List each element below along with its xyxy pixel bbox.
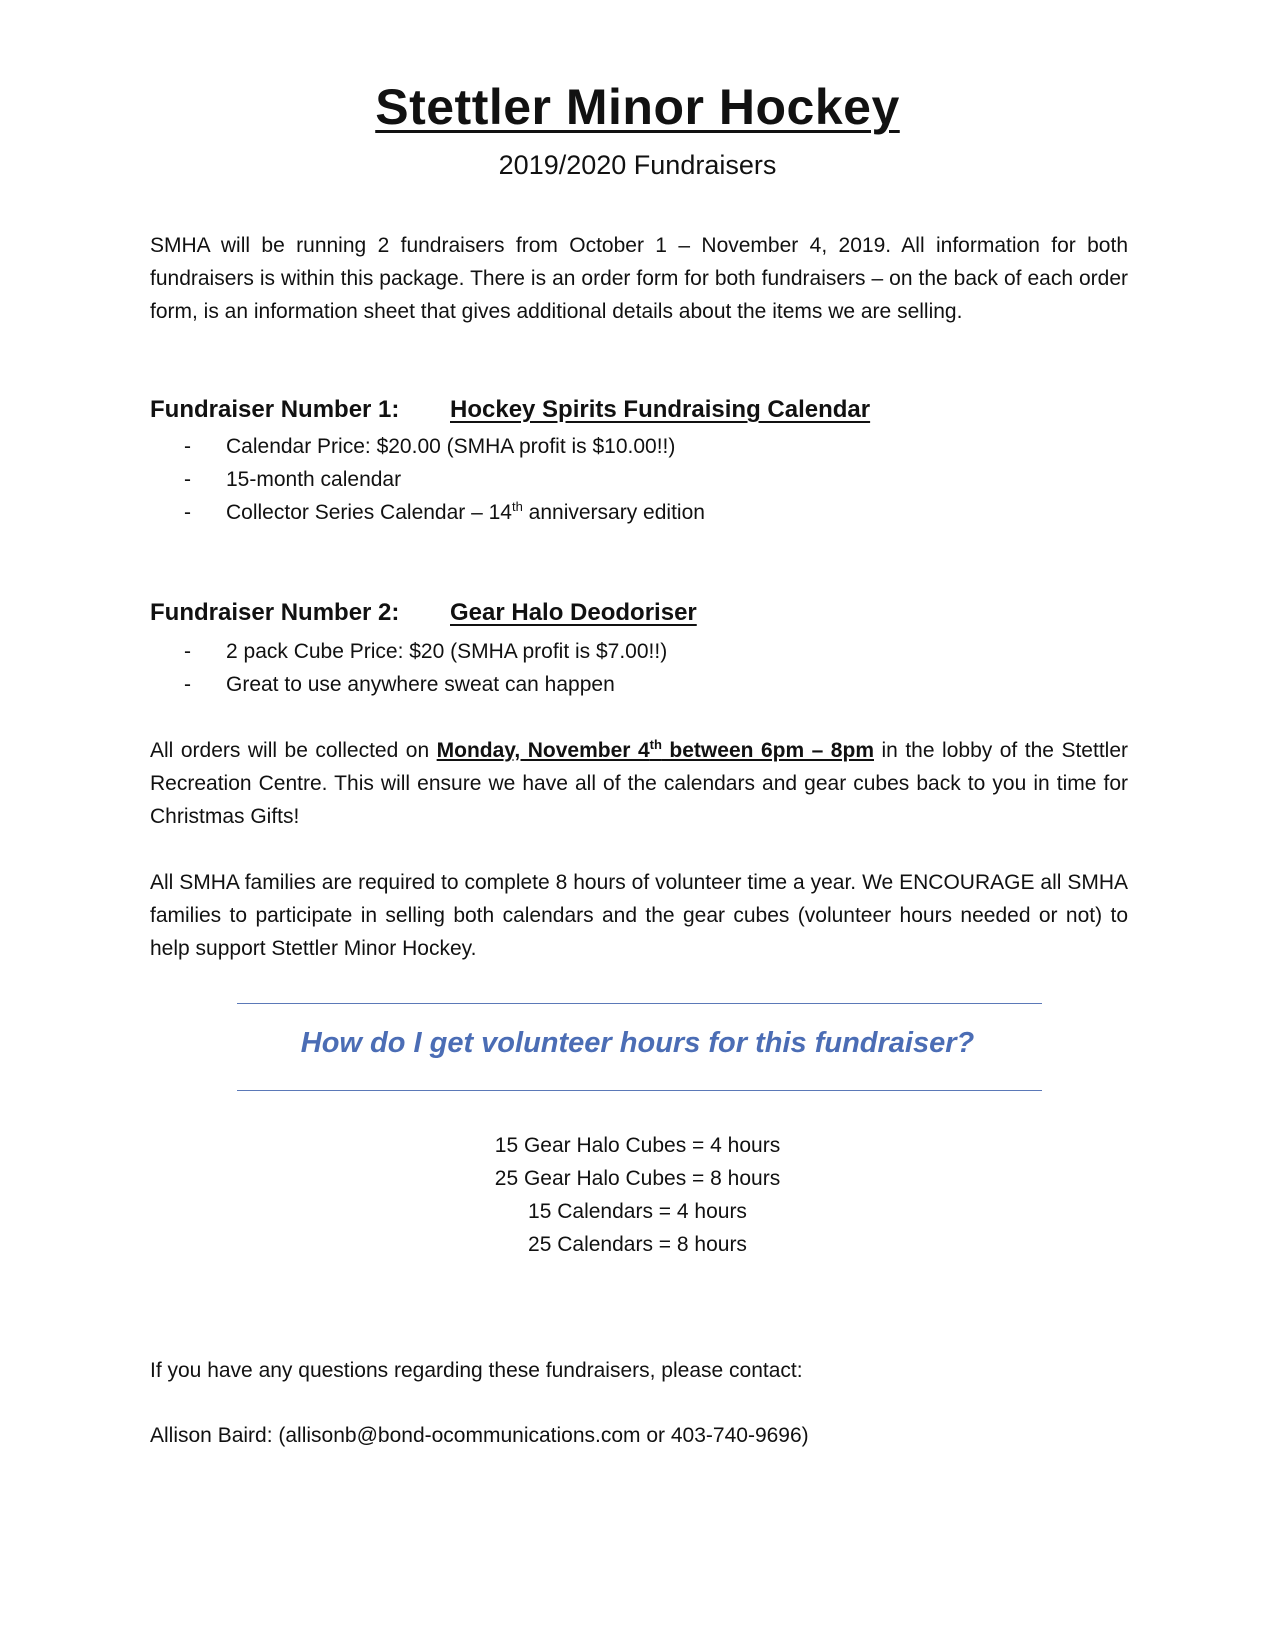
volunteer-hours-list (0, 1129, 1275, 1261)
superscript: th (511, 499, 523, 514)
list-item-text: Great to use anywhere sweat can happen (226, 673, 615, 696)
collection-paragraph (150, 734, 1128, 833)
collection-time-text: between 6pm – 8pm (661, 739, 874, 762)
list-item-text: 15-month calendar (226, 468, 402, 491)
fundraiser-2-heading (150, 599, 697, 627)
callout-rule-bottom (237, 1090, 1042, 1091)
fundraiser-2-list (184, 635, 667, 701)
intro-paragraph: SMHA will be running 2 fundraisers from October 1 – November 4, 2019. All information for both fundraisers is within this package. There is an order form for both fundraisers – on the back of each order form, is an information sheet that gives additional details about the items we are selling. (150, 234, 1128, 323)
document-subtitle: 2019/2020 Fundraisers (498, 150, 777, 180)
hours-line: 25 Calendars = 8 hours (528, 1233, 747, 1256)
superscript: th (649, 737, 662, 752)
list-item (184, 463, 705, 496)
list-item (184, 430, 705, 463)
volunteer-paragraph: All SMHA families are required to complete 8 hours of volunteer time a year. We ENCOURAGE all SMHA families to participate in selling both calendars and the gear cubes (volunteer hours needed or not) to help support Stettler Minor Hockey. (150, 871, 1128, 960)
callout-heading: How do I get volunteer hours for this fundraiser? (300, 1027, 975, 1059)
fundraiser-1-name: Hockey Spirits Fundraising Calendar (450, 396, 871, 423)
collection-date (437, 739, 874, 762)
collection-text: All orders will be collected on (150, 739, 437, 762)
collection-date-text: Monday, November 4 (436, 739, 650, 762)
document-title: Stettler Minor Hockey (375, 79, 900, 135)
bullet-dash: - (184, 435, 191, 458)
bullet-dash: - (184, 501, 191, 524)
fundraiser-2-label: Fundraiser Number 2: (150, 599, 400, 626)
hours-line: 25 Gear Halo Cubes = 8 hours (494, 1167, 781, 1190)
contact-info: Allison Baird: (allisonb@bond-ocommunications.com or 403-740-9696) (150, 1424, 809, 1447)
contact-question: If you have any questions regarding these fundraisers, please contact: (150, 1359, 803, 1382)
fundraiser-1-label: Fundraiser Number 1: (150, 396, 400, 423)
bullet-dash: - (184, 673, 191, 696)
list-item-text: anniversary edition (522, 501, 705, 524)
bullet-dash: - (184, 640, 191, 663)
list-item (184, 668, 667, 701)
bullet-dash: - (184, 468, 191, 491)
fundraiser-1-list (184, 430, 705, 529)
hours-line: 15 Calendars = 4 hours (528, 1200, 747, 1223)
callout-rule-top (237, 1003, 1042, 1004)
fundraiser-2-name: Gear Halo Deodoriser (450, 599, 697, 626)
list-item-text: Collector Series Calendar – 14 (226, 501, 512, 524)
list-item-text: Calendar Price: $20.00 (SMHA profit is $10.00!!) (226, 435, 676, 458)
list-item (184, 635, 667, 668)
list-item (184, 496, 705, 529)
list-item-text: 2 pack Cube Price: $20 (SMHA profit is $7.00!!) (226, 640, 668, 663)
collection-text: in the lobby of the Stettler Recreation Centre. This will ensure we have all of the calendars and gear cubes back to you in time for Christmas Gifts! (150, 739, 1128, 828)
fundraiser-1-heading (150, 396, 870, 424)
hours-line: 15 Gear Halo Cubes = 4 hours (494, 1134, 781, 1157)
